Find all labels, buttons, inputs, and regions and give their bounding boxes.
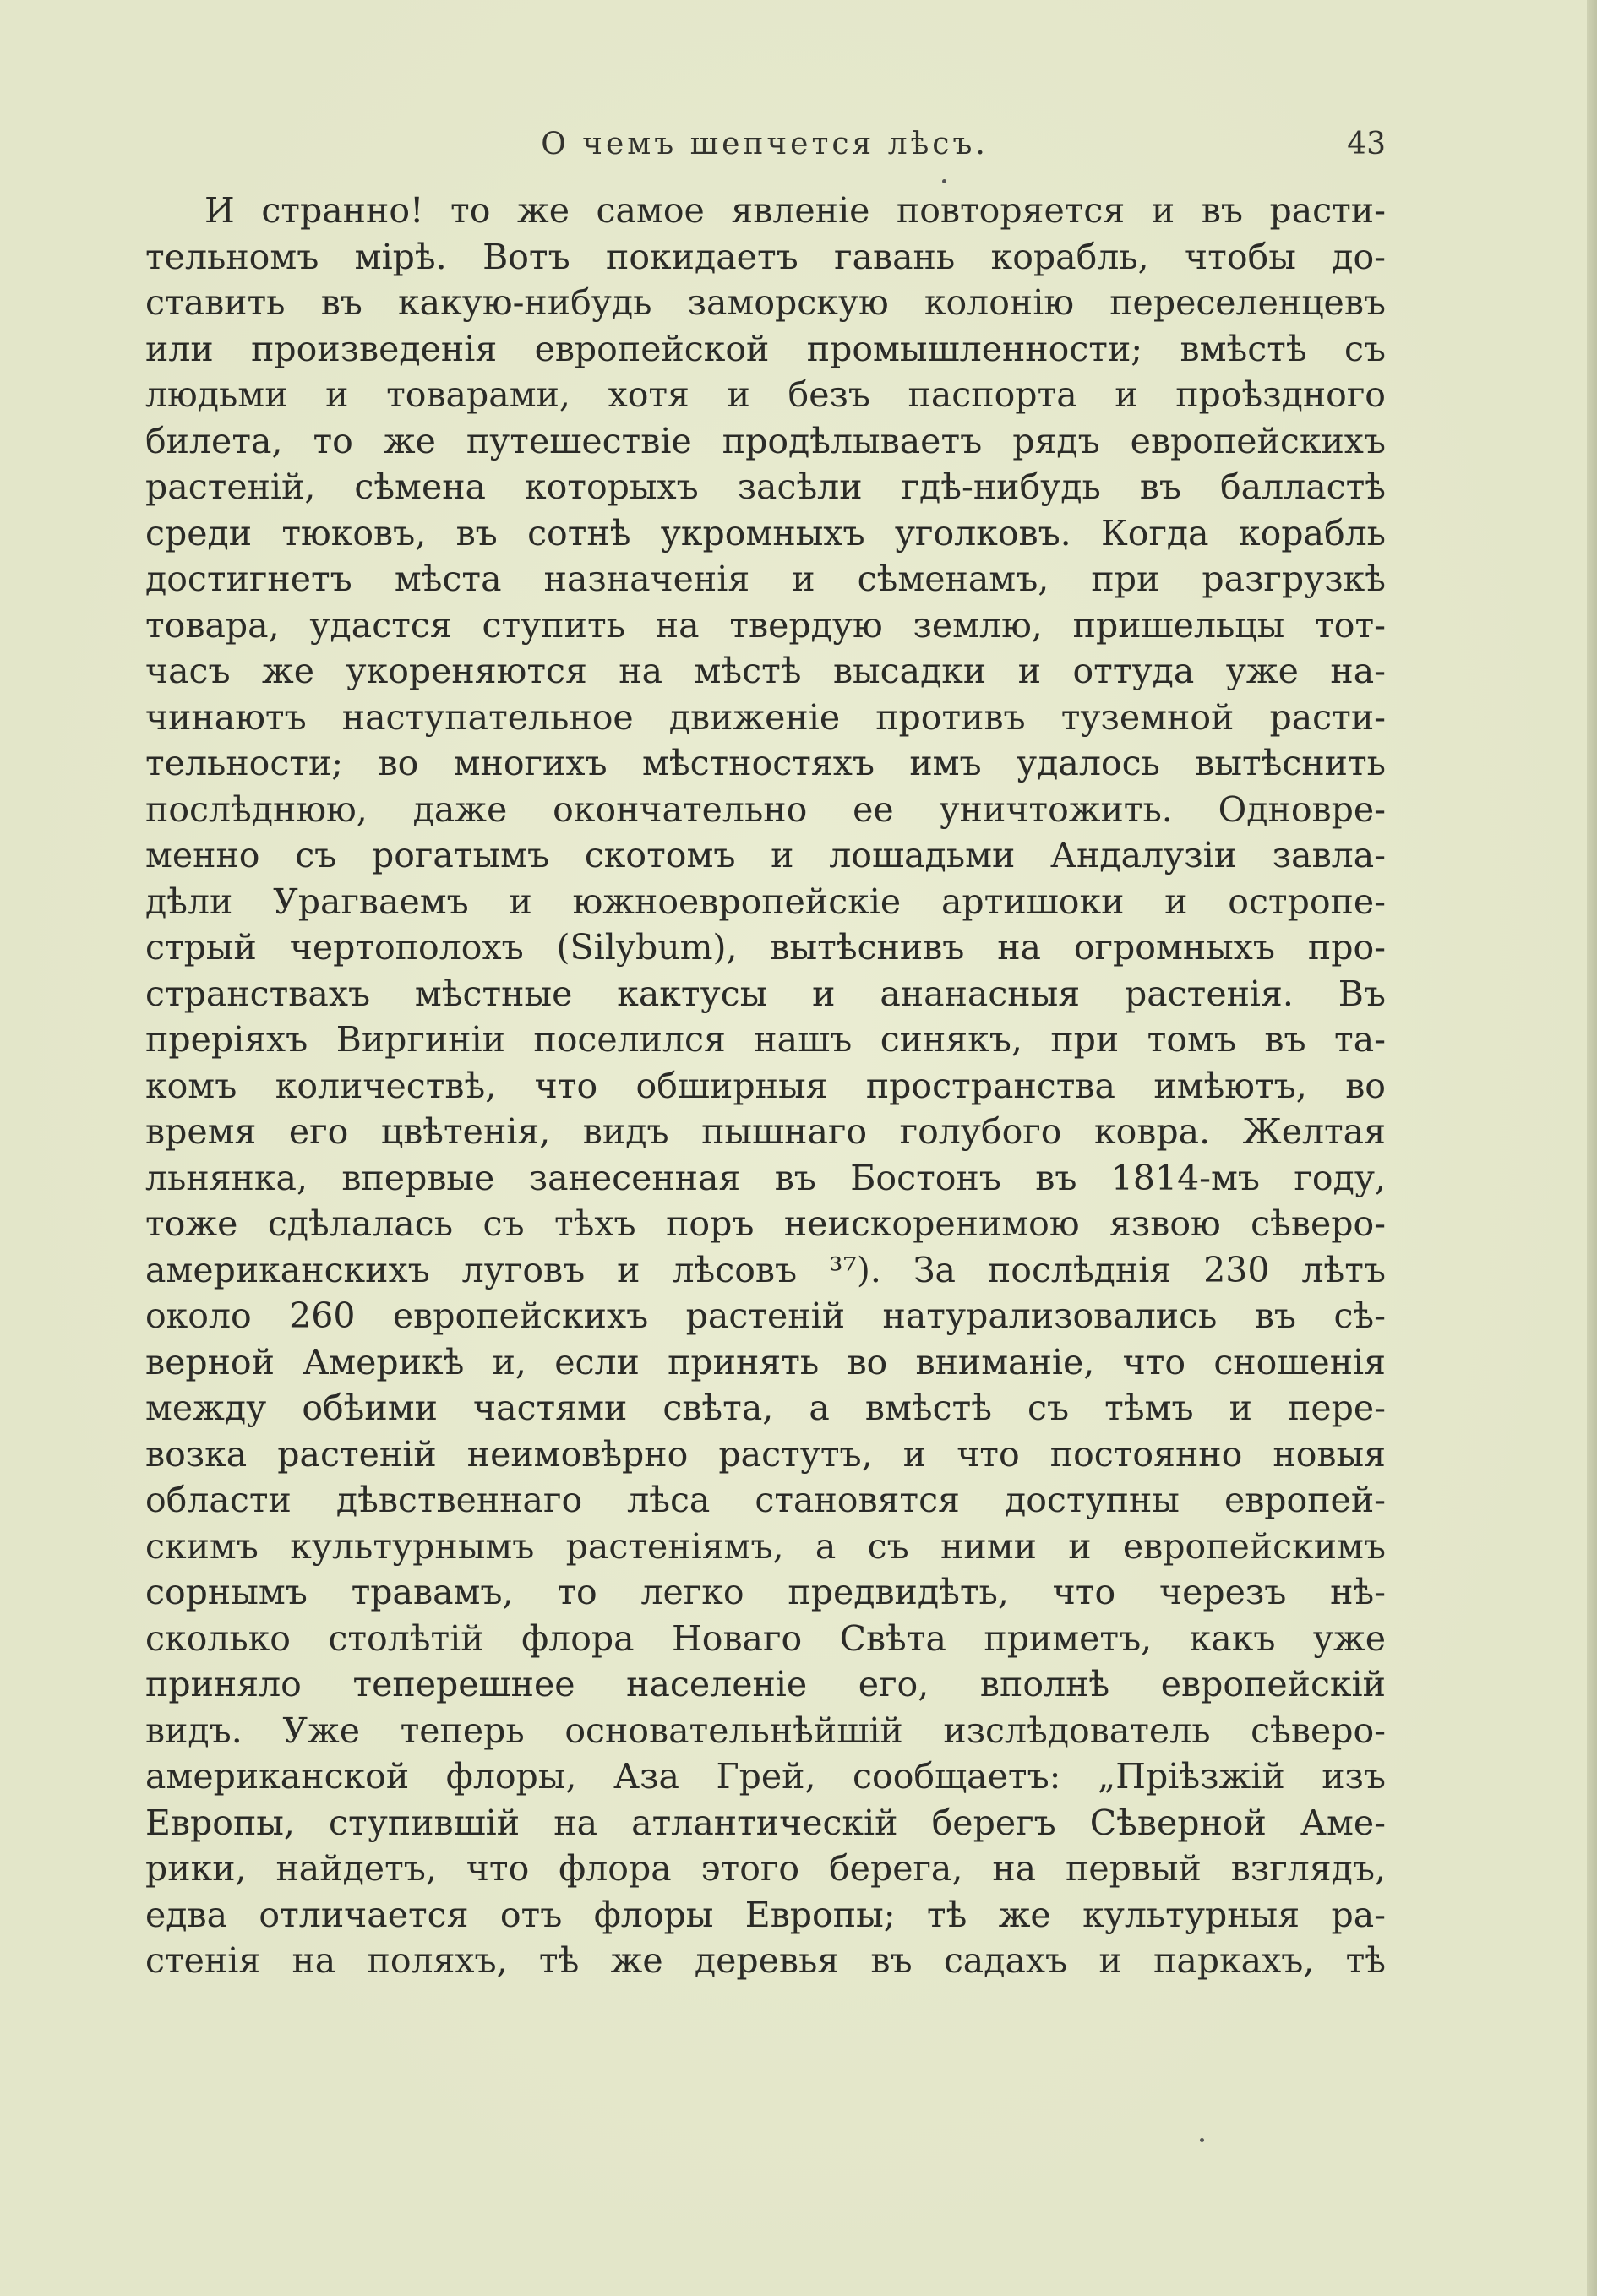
text-line: льнянка, впервые занесенная въ Бостонъ въ 1814-мъ году, [145, 1157, 1386, 1198]
page-edge-shadow [1587, 0, 1597, 2296]
text-line: сколько столѣтій флора Новаго Свѣта приметъ, какъ уже [145, 1617, 1386, 1659]
text-line: сорнымъ травамъ, то легко предвидѣть, что черезъ нѣ- [145, 1572, 1386, 1612]
text-line: комъ количествѣ, что обширныя пространства имѣютъ, во [145, 1065, 1386, 1106]
text-line: Европы, ступившій на атлантическій берегъ Сѣверной Аме- [145, 1802, 1386, 1843]
text-line: странствахъ мѣстные кактусы и ананасныя растенія. Въ [145, 973, 1386, 1014]
text-line: тельности; во многихъ мѣстностяхъ имъ удалось вытѣснить [145, 743, 1386, 783]
text-line: едва отличается отъ флоры Европы; тѣ же культурныя ра- [145, 1894, 1386, 1935]
text-line: возка растеній неимовѣрно растутъ, и что постоянно новыя [145, 1433, 1386, 1475]
text-line: или произведенія европейской промышленности; вмѣстѣ съ [145, 328, 1386, 369]
text-line: часъ же укореняются на мѣстѣ высадки и оттуда уже на- [145, 651, 1386, 691]
text-line: области дѣвственнаго лѣса становятся доступны европей- [145, 1480, 1386, 1520]
text-line: дѣли Урагваемъ и южноевропейскіе артишоки и остропе- [145, 881, 1386, 922]
text-line: рики, найдетъ, что флора этого берега, на первый взглядъ, [145, 1848, 1386, 1889]
text-line: И странно! то же самое явленіе повторяется и въ расти- [204, 190, 1386, 231]
text-line: среди тюковъ, въ сотнѣ укромныхъ уголковъ. Когда корабль [145, 512, 1386, 554]
page-header [144, 127, 1386, 177]
text-line: между обѣими частями свѣта, а вмѣстѣ съ тѣмъ и пере- [145, 1388, 1386, 1428]
text-line: менно съ рогатымъ скотомъ и лошадьми Андалузіи завла- [145, 835, 1386, 875]
running-title: О чемъ шепчется лѣсъ. [541, 127, 989, 161]
text-line: около 260 европейскихъ растеній натурализовались въ сѣ- [145, 1295, 1386, 1336]
text-line: преріяхъ Виргиніи поселился нашъ синякъ, при томъ въ та- [145, 1019, 1386, 1060]
text-line: американской флоры, Аза Грей, сообщаетъ: „Пріѣзжій изъ [145, 1756, 1386, 1797]
text-line: приняло теперешнее населеніе его, вполнѣ европейскій [145, 1664, 1386, 1704]
print-speck [1200, 2138, 1204, 2142]
page-number: 43 [1347, 127, 1386, 161]
text-line: тельномъ мірѣ. Вотъ покидаетъ гавань корабль, чтобы до- [145, 236, 1386, 277]
text-line: товара, удастся ступить на твердую землю, пришельцы тот- [145, 604, 1386, 646]
text-line: видъ. Уже теперь основательнѣйшій изслѣдователь сѣверо- [145, 1710, 1386, 1751]
text-line: людьми и товарами, хотя и безъ паспорта и проѣздного [145, 374, 1386, 415]
text-line: достигнетъ мѣста назначенія и сѣменамъ, при разгрузкѣ [145, 559, 1386, 599]
text-line: верной Америкѣ и, если принять во вниманіе, что сношенія [145, 1341, 1386, 1383]
text-line: послѣднюю, даже окончательно ее уничтожить. Одновре- [145, 788, 1386, 830]
text-line: ставить въ какую-нибудь заморскую колонію переселенцевъ [145, 282, 1386, 323]
text-line: стенія на поляхъ, тѣ же деревья въ садахъ и паркахъ, тѣ [145, 1940, 1386, 1981]
body-text [145, 188, 1386, 1984]
text-line: американскихъ луговъ и лѣсовъ ³⁷). За послѣднія 230 лѣтъ [145, 1249, 1386, 1290]
text-line: билета, то же путешествіе продѣлываетъ рядъ европейскихъ [145, 420, 1386, 461]
text-line: скимъ культурнымъ растеніямъ, а съ ними и европейскимъ [145, 1525, 1386, 1567]
text-line: стрый чертополохъ (Silybum), вытѣснивъ на огромныхъ про- [145, 927, 1386, 968]
print-speck [942, 179, 946, 183]
text-line: тоже сдѣлалась съ тѣхъ поръ неискоренимою язвою сѣверо- [145, 1203, 1386, 1244]
text-line: растеній, сѣмена которыхъ засѣли гдѣ-нибудь въ балластѣ [145, 466, 1386, 507]
text-line: время его цвѣтенія, видъ пышнаго голубого ковра. Желтая [145, 1111, 1386, 1152]
text-line: чинаютъ наступательное движеніе противъ туземной расти- [145, 696, 1386, 738]
